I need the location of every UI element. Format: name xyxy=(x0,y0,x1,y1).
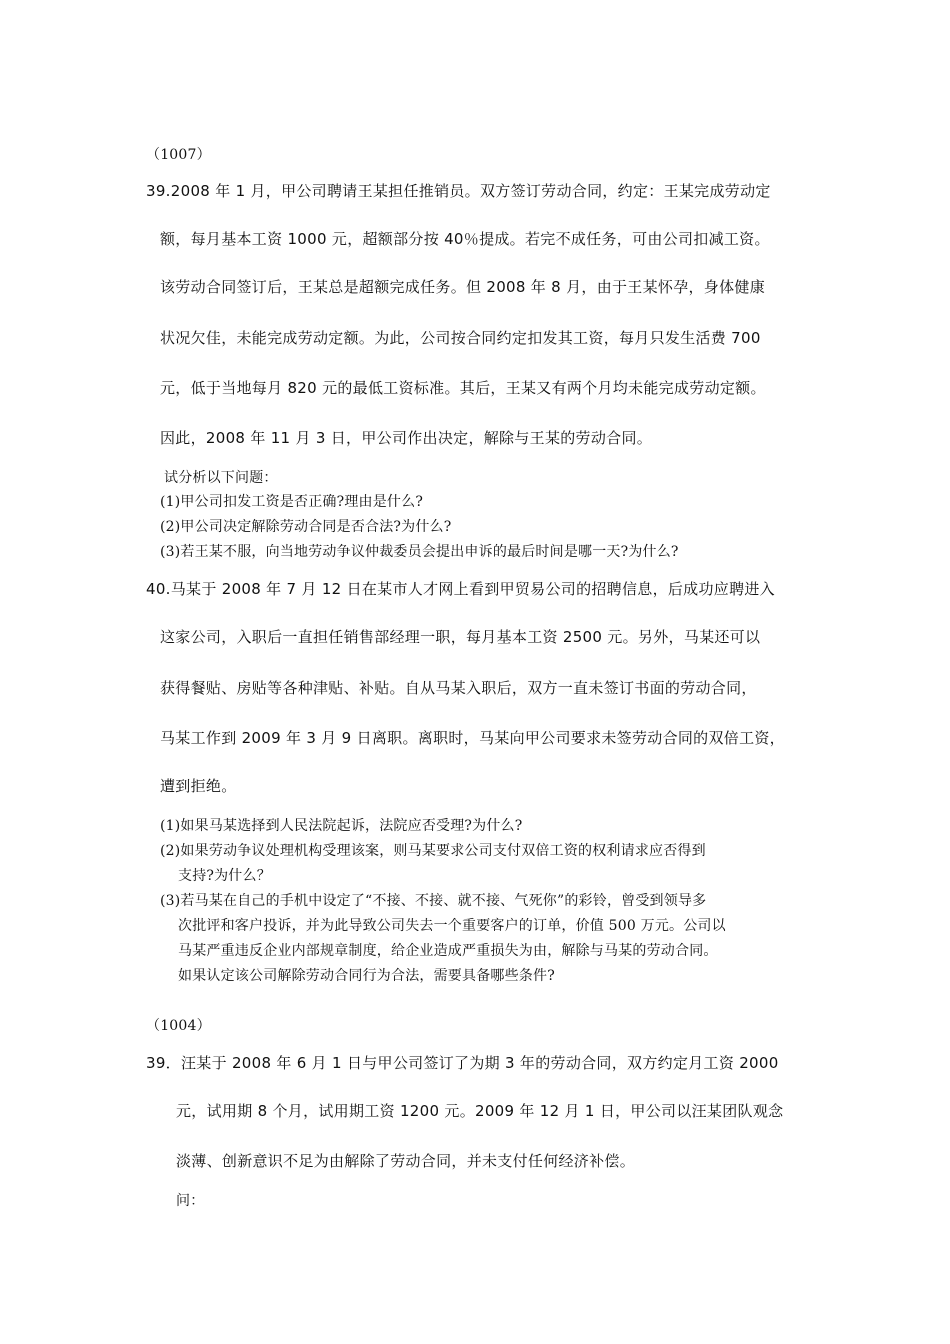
sub-question: 次批评和客户投诉，并为此导致公司失去一个重要客户的订单，价值 500 万元。公司以 xyxy=(178,918,726,934)
sub-question: (3)若王某不服，向当地劳动争议仲裁委员会提出申诉的最后时间是哪一天?为什么? xyxy=(160,544,679,560)
sub-question: (2)甲公司决定解除劳动合同是否合法?为什么? xyxy=(160,519,452,535)
question-39-line: 状况欠佳，未能完成劳动定额。为此，公司按合同约定扣发其工资，每月只发生活费 700 xyxy=(160,329,761,347)
question-39b-line: 元，试用期 8 个月，试用期工资 1200 元。2009 年 12 月 1 日，甲公司以汪某团队观念 xyxy=(176,1102,784,1120)
question-39-line: 元，低于当地每月 820 元的最低工资标准。其后，王某又有两个月均未能完成劳动定额。 xyxy=(160,379,766,397)
sub-question: (1)如果马某选择到人民法院起诉，法院应否受理?为什么? xyxy=(160,818,523,834)
question-39b-line: 39．汪某于 2008 年 6 月 1 日与甲公司签订了为期 3 年的劳动合同，双方约定月工资 2000 xyxy=(146,1054,779,1072)
section-code: （1007） xyxy=(146,147,211,163)
section-code: （1004） xyxy=(146,1018,211,1034)
sub-question: 支持?为什么？ xyxy=(178,868,271,884)
question-39-intro: 试分析以下问题： xyxy=(164,470,278,486)
sub-question: (2)如果劳动争议处理机构受理该案，则马某要求公司支付双倍工资的权利请求应否得到 xyxy=(160,843,706,859)
question-39b-line: 淡薄、创新意识不足为由解除了劳动合同，并未支付任何经济补偿。 xyxy=(176,1152,636,1170)
question-40-line: 40.马某于 2008 年 7 月 12 日在某市人才网上看到甲贸易公司的招聘信息，后成功应聘进入 xyxy=(146,580,775,598)
question-39-line: 因此，2008 年 11 月 3 日，甲公司作出决定，解除与王某的劳动合同。 xyxy=(160,429,653,447)
question-40-line: 遭到拒绝。 xyxy=(160,777,237,795)
question-39b-intro: 问： xyxy=(176,1193,205,1209)
question-39-line: 额，每月基本工资 1000 元，超额部分按 40％提成。若完不成任务，可由公司扣减工资。 xyxy=(160,230,770,248)
sub-question: (1)甲公司扣发工资是否正确?理由是什么? xyxy=(160,494,424,510)
question-40-line: 马某工作到 2009 年 3 月 9 日离职。离职时，马某向甲公司要求未签劳动合同的双倍工资， xyxy=(160,729,785,747)
question-39-line: 该劳动合同签订后，王某总是超额完成任务。但 2008 年 8 月，由于王某怀孕，身体健康 xyxy=(160,278,765,296)
sub-question: 如果认定该公司解除劳动合同行为合法，需要具备哪些条件? xyxy=(178,968,555,984)
question-40-line: 获得餐贴、房贴等各种津贴、补贴。自从马某入职后，双方一直未签订书面的劳动合同， xyxy=(160,679,757,697)
question-39-line: 39.2008 年 1 月，甲公司聘请王某担任推销员。双方签订劳动合同，约定：王某完成劳动定 xyxy=(146,182,771,200)
sub-question: (3)若马某在自己的手机中设定了“不接、不接、就不接、气死你”的彩铃，曾受到领导多 xyxy=(160,893,707,909)
question-40-line: 这家公司，入职后一直担任销售部经理一职，每月基本工资 2500 元。另外，马某还可以 xyxy=(160,628,761,646)
sub-question: 马某严重违反企业内部规章制度，给企业造成严重损失为由，解除与马某的劳动合同。 xyxy=(178,943,718,959)
